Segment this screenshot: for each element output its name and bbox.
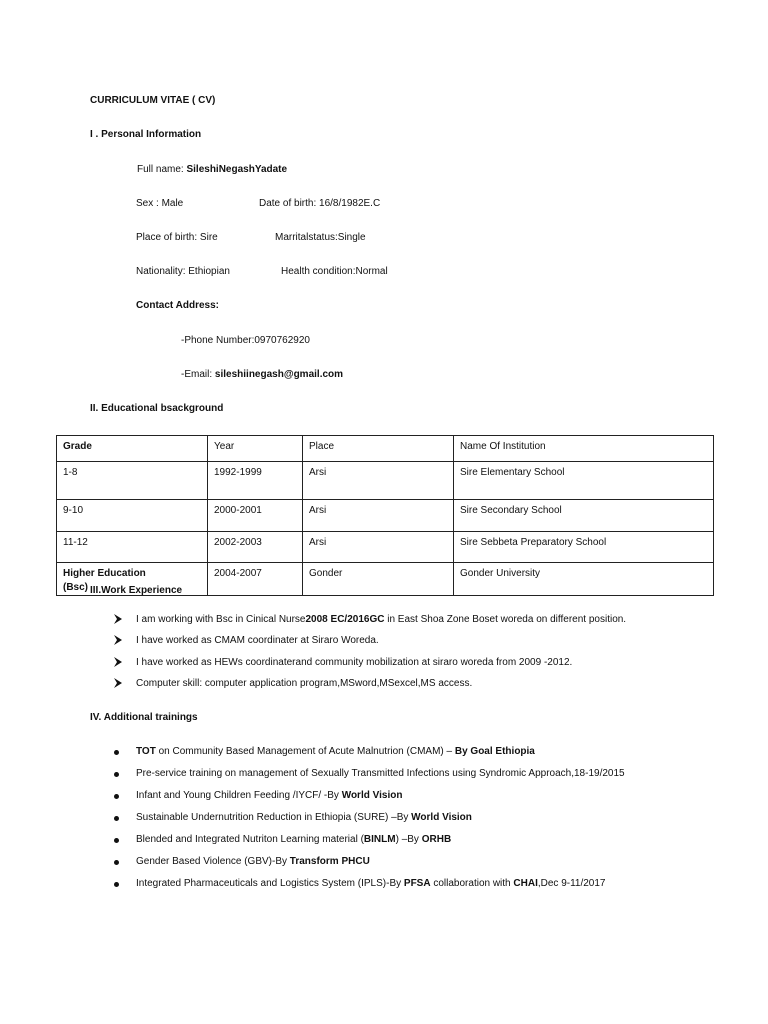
marital-status-field: Marritalstatus:Single [275,232,366,243]
higher-education-label: Higher Education (Bsc) [63,568,146,593]
training-5-text: Blended and Integrated Nutriton Learning material ( [136,834,364,845]
work-item-1-date: 2008 EC/2016GC [305,614,385,625]
table-row [57,462,714,500]
full-name-label: Full name: [137,164,187,175]
bullet-dot-icon [114,794,119,799]
training-item-7 [136,878,606,889]
table-cell: Sire Sebbeta Preparatory School [454,532,714,563]
table-cell: Gonder University [454,563,714,596]
header-cell-place: Place [303,436,454,462]
table-header-row [57,436,714,462]
email-label: -Email: [181,369,215,380]
table-cell: 1-8 [57,462,208,500]
training-7-chai: CHAI [513,878,538,889]
email-line [181,369,343,380]
training-item-3 [136,790,402,801]
table-cell: Arsi [303,532,454,563]
training-item-4 [136,812,472,823]
training-7-text: Integrated Pharmaceuticals and Logistics System (IPLS)-By [136,878,404,889]
table-cell: 1992-1999 [208,462,303,500]
training-7-date: ,Dec 9-11/2017 [537,878,606,889]
training-4-provider: World Vision [411,812,472,823]
table-cell: 9-10 [57,500,208,532]
training-5-by: ) –By [395,834,422,845]
training-7-collab: collaboration with [430,878,514,889]
training-item-1 [136,746,535,757]
personal-info-heading: I . Personal Information [90,129,202,140]
table-row [57,500,714,532]
full-name-value: SileshiNegashYadate [186,164,288,175]
header-cell-year: Year [208,436,303,462]
training-item-2: Pre-service training on management of Sexually Transmitted Infections using Syndromic Approach,18-19/2015 [136,768,625,779]
health-condition-field: Health condition:Normal [281,266,388,277]
work-item-1-text: I am working with Bsc in Cinical Nurse [136,614,306,625]
table-row [57,532,714,563]
contact-address-heading: Contact Address: [136,300,219,311]
work-item-3: I have worked as HEWs coordinaterand community mobilization at siraro woreda from 2009 -2012. [136,657,573,668]
work-item-1-rest: in East Shoa Zone Boset woreda on different position. [384,614,627,625]
header-cell-institution: Name Of Institution [454,436,714,462]
nationality-field: Nationality: Ethiopian [136,266,230,277]
sex-field: Sex : Male [136,198,184,209]
training-item-5 [136,834,451,845]
bullet-dot-icon [114,838,119,843]
bullet-dot-icon [114,772,119,777]
table-cell: Arsi [303,462,454,500]
education-heading: II. Educational bsackground [90,403,224,414]
work-experience-heading: III.Work Experience [90,585,183,596]
work-item-2: I have worked as CMAM coordinater at Siraro Woreda. [136,635,379,646]
training-5-acronym: BINLM [363,834,396,845]
training-1-provider: By Goal Ethiopia [454,746,535,757]
table-cell: Sire Elementary School [454,462,714,500]
arrow-bullet-icon [113,614,123,624]
trainings-heading: IV. Additional trainings [90,712,198,723]
phone-number-field: -Phone Number:0970762920 [181,335,310,346]
training-item-6 [136,856,370,867]
bullet-dot-icon [114,860,119,865]
place-of-birth-field: Place of birth: Sire [136,232,218,243]
training-3-provider: World Vision [341,790,403,801]
bullet-dot-icon [114,882,119,887]
education-table [56,435,714,596]
table-cell: 2000-2001 [208,500,303,532]
training-1-tot: TOT [136,746,156,757]
arrow-bullet-icon [113,635,123,645]
bullet-dot-icon [114,816,119,821]
table-cell: 2004-2007 [208,563,303,596]
work-item-1 [136,614,626,625]
training-4-text: Sustainable Undernutrition Reduction in Ethiopia (SURE) –By [136,812,412,823]
table-cell: 11-12 [57,532,208,563]
arrow-bullet-icon [113,657,123,667]
bullet-dot-icon [114,750,119,755]
table-cell: Gonder [303,563,454,596]
training-3-text: Infant and Young Children Feeding /IYCF/ -By [136,790,342,801]
training-1-text: on Community Based Management of Acute Malnutrion (CMAM) – [155,746,455,757]
table-cell: Sire Secondary School [454,500,714,532]
document-title: CURRICULUM VITAE ( CV) [90,95,216,106]
training-5-provider: ORHB [421,834,452,845]
email-value: sileshiinegash@gmail.com [214,369,344,380]
table-cell: Arsi [303,500,454,532]
work-item-4: Computer skill: computer application program,MSword,MSexcel,MS access. [136,678,473,689]
table-cell: 2002-2003 [208,532,303,563]
full-name-line [137,164,287,175]
training-6-provider: Transform PHCU [289,856,370,867]
training-7-pfsa: PFSA [403,878,431,889]
header-cell-grade: Grade [57,436,208,462]
arrow-bullet-icon [113,678,123,688]
date-of-birth-field: Date of birth: 16/8/1982E.C [259,198,381,209]
training-6-text: Gender Based Violence (GBV)-By [136,856,290,867]
